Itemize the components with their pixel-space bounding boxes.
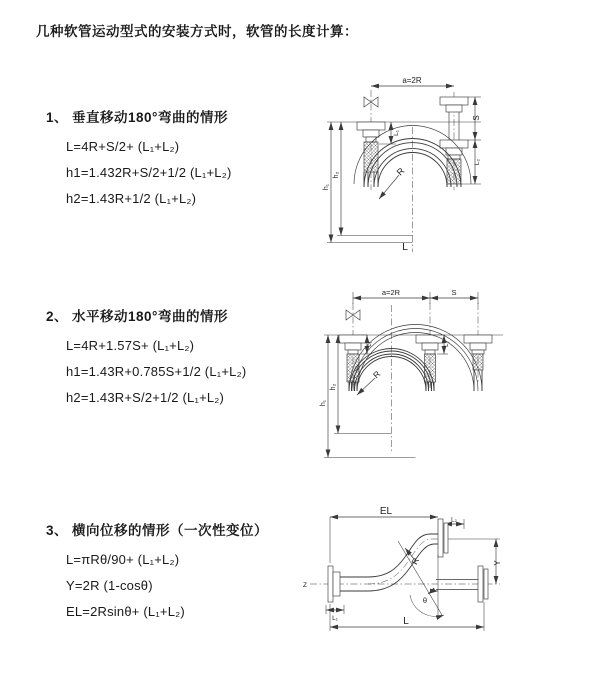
formula-y: Y=2R (1-cosθ) [66, 578, 153, 593]
label-l: L [402, 241, 408, 253]
label-h2: h₂ [330, 383, 337, 391]
label-y: Y [493, 560, 502, 566]
label-l: L [403, 616, 409, 627]
upper-right-flange [438, 519, 448, 557]
label-l1: L₁ [332, 615, 338, 622]
center-lines [353, 303, 478, 453]
section-number: 3、 [46, 523, 69, 538]
section-title: 横向位移的情形（一次性变位） [72, 523, 269, 538]
formula-h2: h2=1.43R+1/2 (L₁+L₂) [66, 191, 197, 206]
section-title: 垂直移动180°弯曲的情形 [72, 110, 228, 125]
hose-s-curve [340, 534, 438, 591]
braided-hose [364, 142, 378, 172]
label-el: EL [379, 506, 393, 517]
right-pipe-fitting [464, 335, 492, 391]
left-flange [328, 566, 340, 602]
label-h1: h₁ [323, 183, 330, 191]
section-heading [46, 106, 336, 126]
section-heading [46, 519, 336, 539]
diagram-vertical-u-bend [309, 72, 579, 257]
label-l2: L₂ [474, 158, 481, 166]
label-l2: L₂ [451, 517, 457, 524]
label-h1: h₁ [320, 399, 327, 407]
label-l2: L₂ [444, 341, 450, 347]
formula-l: L=4R+S/2+ (L₁+L₂) [66, 139, 180, 154]
section-number: 1、 [46, 110, 69, 125]
formula-l: L=4R+1.57S+ (L₁+L₂) [66, 338, 195, 353]
section-lateral-displacement [46, 519, 336, 625]
formula-h1: h1=1.43R+0.785S+1/2 (L₁+L₂) [66, 364, 247, 379]
section-title: 水平移动180°弯曲的情形 [72, 309, 228, 324]
dim-el [330, 517, 438, 563]
label-r: R [394, 165, 407, 178]
formula-h2: h2=1.43R+S/2+1/2 (L₁+L₂) [66, 390, 225, 405]
label-s: S [472, 115, 481, 121]
formula-h1: h1=1.432R+S/2+1/2 (L₁+L₂) [66, 165, 232, 180]
label-theta: θ [422, 596, 428, 605]
center-lines [371, 90, 454, 252]
label-h2: h₂ [333, 171, 340, 179]
diagram-horizontal-u-bend [303, 283, 593, 461]
label-l1: L₁ [367, 341, 373, 347]
page-title: 几种软管运动型式的安装方式时，软管的长度计算： [36, 24, 358, 39]
dim-h2 [334, 335, 392, 434]
label-r: R [371, 368, 383, 381]
section-heading [46, 305, 336, 325]
radius-leader [379, 175, 399, 199]
label-axis-z: Z [303, 582, 307, 589]
label-a2r: a=2R [402, 76, 422, 85]
section-number: 2、 [46, 309, 69, 324]
label-a2r: a=2R [381, 288, 401, 297]
formula-el: EL=2Rsinθ+ (L₁+L₂) [66, 604, 185, 619]
diagram-lateral-displacement [298, 503, 598, 643]
label-l1: L₁ [393, 130, 400, 136]
radius-leader [357, 378, 375, 395]
formula-l: L=πRθ/90+ (L₁+L₂) [66, 552, 180, 567]
section-vertical-movement [46, 106, 336, 212]
section-horizontal-movement [46, 305, 336, 411]
dim-l1 [326, 605, 344, 614]
label-s: S [451, 288, 457, 297]
label-r: R [409, 556, 422, 567]
